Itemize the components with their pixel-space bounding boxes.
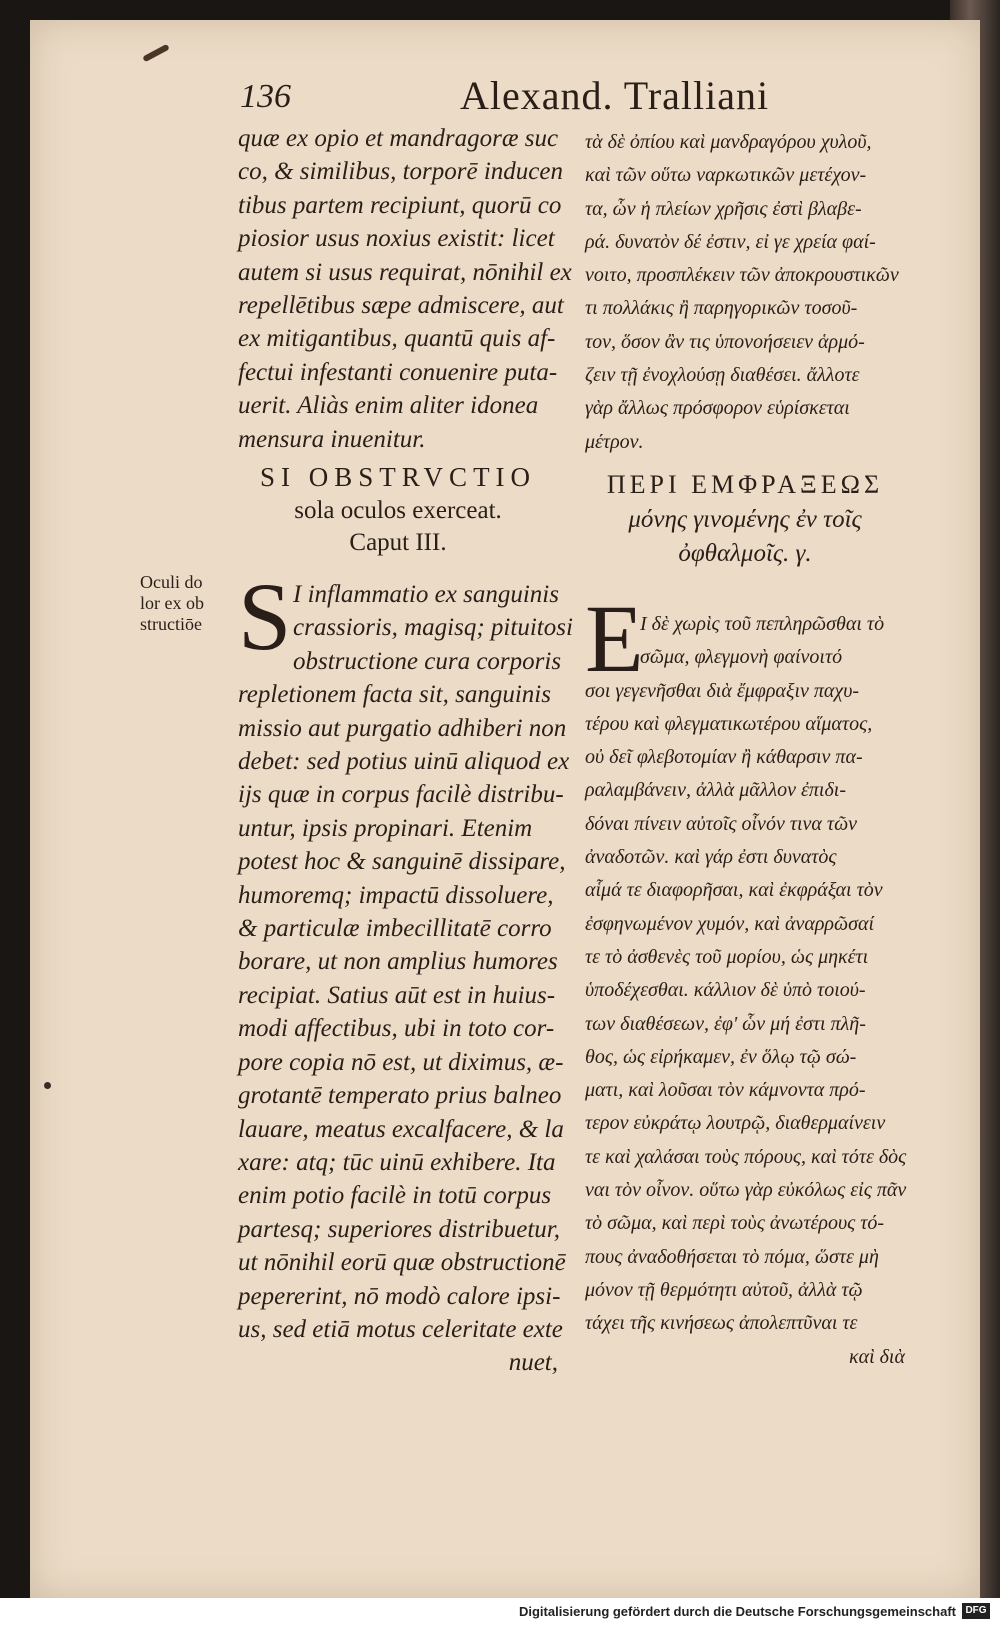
text-line: us, sed etiā motus celeritate exte [238, 1315, 563, 1343]
text-line: ζειν τῇ ἐνοχλούσῃ διαθέσει. ἄλλοτε [585, 364, 860, 387]
text-line: ραλαμβάνειν, ἀλλὰ μᾶλλον ἐπιδι- [585, 779, 846, 802]
heading-line: Caput III. [349, 529, 447, 556]
text-line: enim potio facilè in totū corpus [238, 1182, 552, 1210]
text-line: ἀναδοτῶν. καὶ γάρ ἐστι δυνατὸς [585, 846, 837, 869]
heading-line: SI OBSTRVCTIO [259, 462, 537, 492]
text-line: τε τὸ ἀσθενὲς τοῦ μορίου, ὡς μηκέτι [585, 945, 869, 968]
latin-top-text [238, 122, 572, 456]
greek-top-text [585, 126, 900, 459]
text-line: πους ἀναδοθήσεται τὸ πόμα, ὥστε μὴ [585, 1245, 879, 1268]
text-line: repellētibus sæpe admiscere, aut [238, 292, 564, 320]
text-line: τάχει τῆς κινήσεως ἀπολεπτῦναι τε [585, 1312, 858, 1335]
text-line: obstructione cura corporis [293, 647, 562, 675]
text-line: debet: sed potius uinū aliquod ex [238, 748, 570, 776]
margin-note-line: lor ex ob [140, 593, 204, 613]
text-line: καὶ διὰ [848, 1345, 905, 1368]
text-line: autem si usus requirat, nōnihil ex [238, 258, 572, 286]
heading-line: sola oculos exerceat. [294, 497, 502, 524]
text-line: missio aut purgatio adhiberi non [238, 714, 567, 742]
heading-line: μόνης γινομένης ἐν τοῖς [628, 506, 862, 533]
text-line: οὐ δεῖ φλεβοτομίαν ἢ κάθαρσιν πα- [585, 746, 863, 769]
text-line: repletionem facta sit, sanguinis [238, 681, 551, 709]
text-line: Ι δὲ χωρὶς τοῦ πεπληρῶσθαι τὸ [640, 613, 885, 635]
footer-bar [0, 1598, 1000, 1628]
text-line: τε καὶ χαλάσαι τοὺς πόρους, καὶ τότε δὸς [585, 1145, 907, 1168]
text-line: σῶμα, φλεγμονὴ φαίνοιτό [640, 646, 843, 669]
text-line: untur, ipsis propinari. Etenim [238, 814, 533, 842]
latin-dropcap: S [238, 563, 292, 670]
latin-body-text [238, 578, 573, 1380]
text-line: καὶ τῶν οὕτω ναρκωτικῶν μετέχον- [585, 164, 867, 187]
text-line: crassioris, magisq; pituitosi [293, 614, 573, 642]
text-line: μέτρον. [585, 430, 644, 453]
text-line: ρά. δυνατὸν δέ ἐστιν, εἰ γε χρεία φαί- [585, 230, 876, 253]
greek-chapter-heading [585, 470, 905, 568]
margin-note-line: Oculi do [140, 572, 203, 592]
text-line: τα, ὧν ἡ πλείων χρῆσις ἐστὶ βλαβε- [585, 197, 862, 220]
text-line: γὰρ ἄλλως πρόσφορον εὑρίσκεται [585, 397, 850, 420]
text-line: humoremq; impactū dissoluere, [238, 881, 554, 909]
text-line: ἐσφηνωμένον χυμόν, καὶ ἀναρρῶσαί [585, 912, 875, 935]
text-line: θος, ὡς εἰρήκαμεν, ἐν ὅλῳ τῷ σώ- [585, 1045, 857, 1068]
text-line: nuet, [508, 1349, 558, 1377]
text-line: I inflammatio ex sanguinis [293, 581, 559, 608]
text-line: ὑποδέχεσθαι. κάλλιον δὲ ὑπὸ τοιού- [585, 979, 866, 1002]
greek-body-text [585, 608, 905, 1374]
text-line: piosior usus noxius existit: licet [238, 225, 555, 253]
margin-note-line: structiōe [140, 614, 202, 634]
text-line: recipiat. Satius aūt est in huius- [238, 981, 556, 1009]
text-line: xare: atq; tūc uinū exhibere. Ita [238, 1148, 556, 1176]
text-line: τι πολλάκις ἢ παρηγορικῶν τοσοῦ- [585, 297, 858, 320]
text-line: των διαθέσεων, ἐφ' ὧν μή ἐστι πλῆ- [585, 1012, 866, 1035]
text-line: & particulæ imbecillitatē corro [238, 915, 552, 943]
footer-credit: Digitalisierung gefördert durch die Deutsche Forschungsgemeinschaft [518, 1604, 956, 1619]
text-line: potest hoc & sanguinē dissipare, [238, 848, 566, 876]
running-head: Alexand. Tralliani [460, 73, 770, 118]
heading-line: ὀφθαλμοῖς. γ. [678, 540, 812, 567]
text-line: quæ ex opio et mandragoræ suc [238, 125, 559, 152]
text-line: uerit. Aliàs enim aliter idonea [238, 392, 539, 420]
text-line: partesq; superiores distribuetur, [238, 1215, 560, 1243]
text-line: αἷμά τε διαφορῆσαι, καὶ ἐκφράξαι τὸν [585, 879, 883, 902]
text-line: co, & similibus, torporē inducen [238, 158, 563, 186]
text-line: mensura inuenitur. [238, 425, 426, 453]
page-number: 136 [240, 78, 291, 115]
text-line: tibus partem recipiunt, quorū co [238, 191, 562, 219]
text-line: δόναι πίνειν αὐτοῖς οἶνόν τινα τῶν [585, 812, 858, 835]
text-line: fectui infestanti conuenire puta- [238, 358, 558, 386]
text-line: ναι τὸν οἶνον. οὕτω γὰρ εὐκόλως εἰς πᾶν [585, 1179, 907, 1202]
text-line: μόνον τῇ θερμότητι αὐτοῦ, ἀλλὰ τῷ [585, 1278, 863, 1301]
text-line: νοιτο, προσπλέκειν τῶν ἀποκρουστικῶν [585, 264, 899, 287]
text-line: τέρου καὶ φλεγματικωτέρου αἵματος, [585, 712, 873, 735]
text-line: ex mitigantibus, quantū quis af- [238, 325, 556, 353]
text-line: modi affectibus, ubi in toto cor- [238, 1015, 555, 1043]
text-line: τον, ὅσον ἂν τις ὑπονοήσειεν ἁρμό- [585, 330, 865, 353]
greek-dropcap: E [585, 585, 644, 692]
text-line: ijs quæ in corpus facilè distribu- [238, 781, 564, 809]
text-line: pepererint, nō modò calore ipsi- [238, 1282, 561, 1310]
text-line: τὰ δὲ ὀπίου καὶ μανδραγόρου χυλοῦ, [585, 131, 872, 153]
text-line: grotantē temperato prius balneo [238, 1082, 562, 1110]
latin-chapter-heading [238, 462, 558, 557]
text-line: σοι γεγενῆσθαι διὰ ἔμφραξιν παχυ- [585, 679, 860, 702]
ink-dot [44, 1082, 51, 1089]
margin-note [140, 572, 240, 635]
text-line: lauare, meatus excalfacere, & la [238, 1115, 564, 1143]
text-line: ματι, καὶ λοῦσαι τὸν κάμνοντα πρό- [585, 1079, 866, 1102]
text-line: borare, ut non amplius humores [238, 948, 558, 976]
text-line: ut nōnihil eorū quæ obstructionē [238, 1249, 566, 1277]
dfg-logo: DFG [962, 1603, 990, 1619]
text-line: τερον εὐκράτῳ λουτρῷ, διαθερμαίνειν [585, 1112, 886, 1135]
text-line: τὸ σῶμα, καὶ περὶ τοὺς ἀνωτέρους τό- [585, 1212, 885, 1235]
text-line: pore copia nō est, ut diximus, æ- [238, 1048, 564, 1076]
heading-line: ΠΕΡΙ ΕΜΦΡΑΞΕΩΣ [606, 470, 884, 499]
